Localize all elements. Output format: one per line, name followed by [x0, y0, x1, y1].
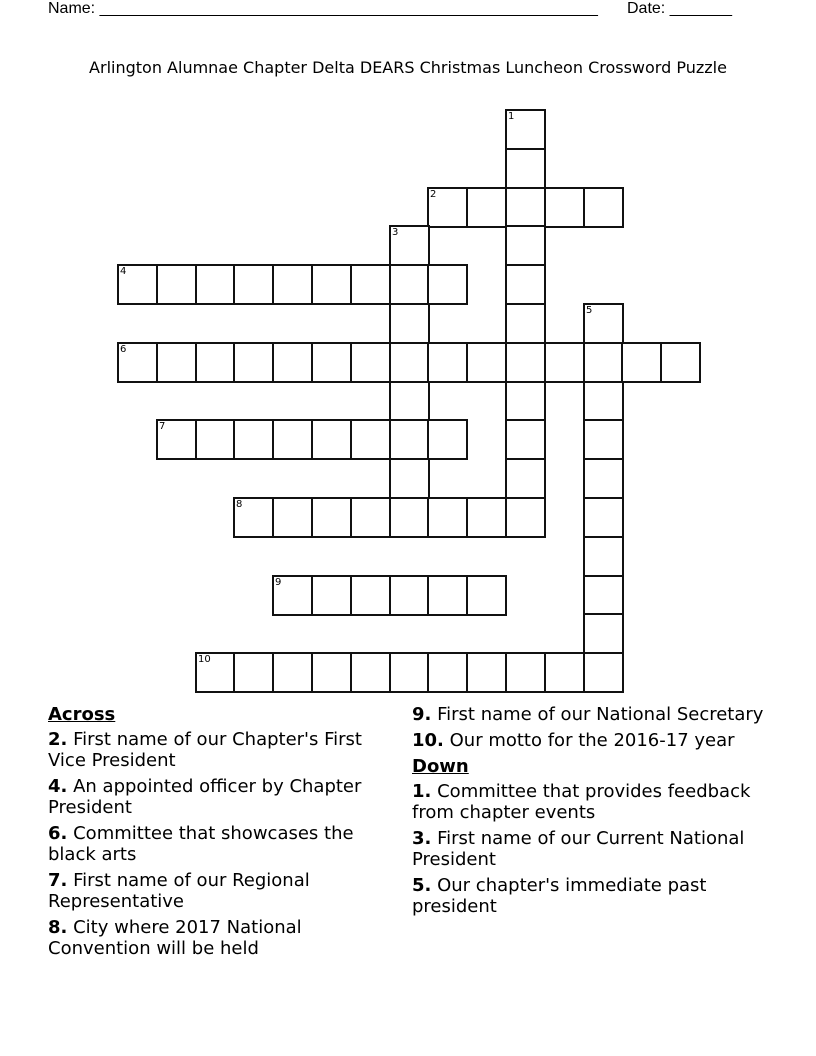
grid-cell[interactable] — [389, 575, 430, 616]
across-heading: Across — [48, 704, 116, 725]
grid-cell[interactable] — [505, 303, 546, 344]
grid-cell[interactable] — [505, 419, 546, 460]
grid-cell[interactable] — [389, 652, 430, 693]
grid-cell[interactable] — [505, 497, 546, 538]
clue-number-label: 10 — [198, 654, 211, 665]
grid-cell[interactable] — [233, 652, 274, 693]
grid-cell[interactable] — [544, 652, 585, 693]
grid-cell[interactable] — [311, 264, 352, 305]
clue-text: Committee that provides feedback from chapter events — [412, 781, 751, 823]
grid-cell[interactable] — [583, 303, 624, 344]
grid-cell[interactable] — [505, 652, 546, 693]
grid-cell[interactable] — [311, 652, 352, 693]
clue-text: Committee that showcases the black arts — [48, 823, 354, 865]
grid-cell[interactable] — [350, 264, 391, 305]
clue-text: First name of our National Secretary — [437, 704, 764, 725]
grid-cell[interactable] — [505, 264, 546, 305]
clues-left-column — [48, 704, 393, 964]
clue-number: 3. — [412, 828, 432, 849]
clue-across-6 — [48, 823, 393, 865]
clue-down-3 — [412, 828, 792, 870]
clue-number: 5. — [412, 875, 432, 896]
clue-number-label: 4 — [120, 266, 127, 277]
grid-cell[interactable] — [233, 497, 274, 538]
clue-across-4 — [48, 776, 393, 818]
grid-cell[interactable] — [195, 264, 236, 305]
clue-across-8 — [48, 917, 393, 959]
clue-down-1 — [412, 781, 792, 823]
clue-number: 7. — [48, 870, 68, 891]
grid-cell[interactable] — [117, 264, 158, 305]
clue-number-label: 6 — [120, 344, 127, 355]
grid-cell[interactable] — [427, 652, 468, 693]
grid-cell[interactable] — [311, 342, 352, 383]
clue-number-label: 9 — [275, 577, 282, 588]
grid-cell[interactable] — [389, 458, 430, 499]
grid-cell[interactable] — [427, 419, 468, 460]
grid-cell[interactable] — [350, 497, 391, 538]
grid-cell[interactable] — [389, 303, 430, 344]
grid-cell[interactable] — [427, 497, 468, 538]
grid-cell[interactable] — [427, 342, 468, 383]
grid-cell[interactable] — [389, 264, 430, 305]
grid-cell[interactable] — [272, 264, 313, 305]
grid-cell[interactable] — [427, 187, 468, 228]
date-field[interactable]: Date: _______ — [627, 0, 732, 17]
clue-number-label: 2 — [430, 189, 437, 200]
clue-number-label: 1 — [508, 111, 515, 122]
grid-cell[interactable] — [505, 381, 546, 422]
clue-across-2 — [48, 729, 393, 771]
grid-cell[interactable] — [156, 264, 197, 305]
grid-cell[interactable] — [660, 342, 701, 383]
grid-cell[interactable] — [389, 225, 430, 266]
grid-cell[interactable] — [466, 497, 507, 538]
clue-text: An appointed officer by Chapter President — [48, 776, 362, 818]
grid-cell[interactable] — [583, 497, 624, 538]
grid-cell[interactable] — [544, 187, 585, 228]
clue-number: 1. — [412, 781, 432, 802]
grid-cell[interactable] — [272, 652, 313, 693]
grid-cell[interactable] — [583, 187, 624, 228]
clues-right-column — [412, 704, 792, 922]
clue-across-9 — [412, 704, 792, 725]
clue-number: 6. — [48, 823, 68, 844]
grid-cell[interactable] — [233, 264, 274, 305]
grid-cell[interactable] — [466, 342, 507, 383]
grid-cell[interactable] — [583, 575, 624, 616]
grid-cell[interactable] — [505, 342, 546, 383]
grid-cell[interactable] — [311, 419, 352, 460]
grid-cell[interactable] — [195, 652, 236, 693]
grid-cell[interactable] — [350, 652, 391, 693]
clue-number-label: 7 — [159, 421, 166, 432]
clue-number: 8. — [48, 917, 68, 938]
grid-cell[interactable] — [427, 575, 468, 616]
puzzle-title: Arlington Alumnae Chapter Delta DEARS Christmas Luncheon Crossword Puzzle — [89, 58, 727, 77]
grid-cell[interactable] — [505, 458, 546, 499]
grid-cell[interactable] — [466, 652, 507, 693]
grid-cell[interactable] — [583, 342, 624, 383]
grid-cell[interactable] — [505, 225, 546, 266]
grid-cell[interactable] — [427, 264, 468, 305]
grid-cell[interactable] — [389, 342, 430, 383]
clue-text: First name of our Chapter's First Vice President — [48, 729, 362, 771]
clue-text: Our motto for the 2016-17 year — [449, 730, 735, 751]
clue-number-label: 5 — [586, 305, 593, 316]
grid-cell[interactable] — [156, 419, 197, 460]
grid-cell[interactable] — [583, 458, 624, 499]
clue-number-label: 3 — [392, 227, 399, 238]
grid-cell[interactable] — [466, 575, 507, 616]
grid-cell[interactable] — [583, 613, 624, 654]
grid-cell[interactable] — [350, 419, 391, 460]
clue-number-label: 8 — [236, 499, 243, 510]
clue-across-10 — [412, 730, 792, 751]
grid-cell[interactable] — [195, 342, 236, 383]
grid-cell[interactable] — [583, 419, 624, 460]
clue-number: 2. — [48, 729, 68, 750]
down-heading: Down — [412, 756, 469, 777]
clue-text: Our chapter's immediate past president — [412, 875, 707, 917]
grid-cell[interactable] — [272, 342, 313, 383]
grid-cell[interactable] — [389, 419, 430, 460]
clue-across-7 — [48, 870, 393, 912]
clue-down-5 — [412, 875, 792, 917]
clue-text: City where 2017 National Convention will be held — [48, 917, 302, 959]
grid-cell[interactable] — [117, 342, 158, 383]
grid-cell[interactable] — [505, 109, 546, 150]
grid-cell[interactable] — [544, 342, 585, 383]
grid-cell[interactable] — [389, 381, 430, 422]
clue-number: 10. — [412, 730, 444, 751]
grid-cell[interactable] — [505, 187, 546, 228]
grid-cell[interactable] — [505, 148, 546, 189]
grid-cell[interactable] — [233, 342, 274, 383]
grid-cell[interactable] — [583, 652, 624, 693]
name-field[interactable]: Name: ________________________________________________________ — [48, 0, 598, 17]
grid-cell[interactable] — [466, 187, 507, 228]
clue-number: 4. — [48, 776, 68, 797]
grid-cell[interactable] — [350, 342, 391, 383]
grid-cell[interactable] — [272, 419, 313, 460]
grid-cell[interactable] — [311, 575, 352, 616]
clue-text: First name of our Current National President — [412, 828, 745, 870]
grid-cell[interactable] — [583, 381, 624, 422]
grid-cell[interactable] — [156, 342, 197, 383]
grid-cell[interactable] — [311, 497, 352, 538]
grid-cell[interactable] — [583, 536, 624, 577]
clue-number: 9. — [412, 704, 432, 725]
clue-text: First name of our Regional Representative — [48, 870, 310, 912]
grid-cell[interactable] — [389, 497, 430, 538]
grid-cell[interactable] — [195, 419, 236, 460]
grid-cell[interactable] — [233, 419, 274, 460]
grid-cell[interactable] — [621, 342, 662, 383]
grid-cell[interactable] — [272, 575, 313, 616]
grid-cell[interactable] — [272, 497, 313, 538]
grid-cell[interactable] — [350, 575, 391, 616]
